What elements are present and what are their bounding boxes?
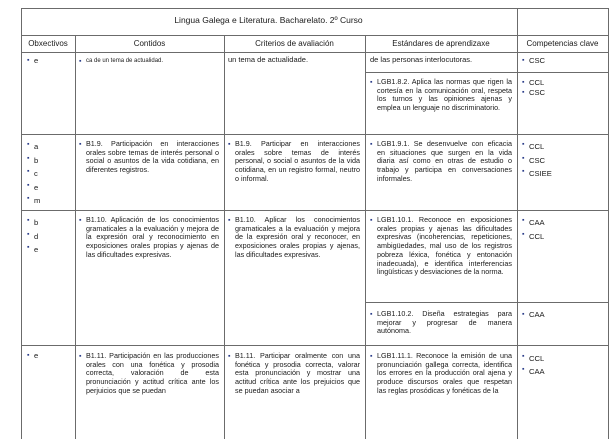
bullet-icon: ▪: [228, 217, 231, 224]
objetivo-item: d: [34, 231, 39, 241]
row-divider: [21, 345, 608, 346]
estandares-cell: [370, 352, 512, 396]
competencias-list: [522, 310, 604, 320]
bullet-icon: ▪: [27, 141, 30, 148]
competencia-item: CAA: [529, 310, 545, 319]
bullet-icon: ▪: [27, 154, 30, 162]
criterios-cell: [228, 56, 360, 65]
bullet-icon: ▪: [27, 352, 30, 359]
objetivo-item: e: [34, 351, 39, 360]
objetivos-list: [27, 56, 71, 66]
bullet-icon: ▪: [27, 195, 30, 202]
criterio-text: B1.9. Participar en interacciones orales sobre temas de interés personal, o social o asuntos de la vida cotidiana, en un registro formal, neutro o informal.: [235, 139, 360, 183]
bullet-icon: ▪: [79, 141, 82, 148]
contenidos-cell: [79, 216, 219, 260]
contenido-text: B1.10. Aplicación de los conocimientos gramaticales a la evaluación y mejora de la expresión oral y reconocimiento en exposiciones orales propias y ajenas de las dificultades expresivas.: [86, 215, 219, 259]
objetivo-item: c: [34, 169, 38, 178]
competencia-item: CCL: [529, 142, 545, 151]
row-divider: [365, 72, 608, 73]
table-border: [21, 8, 608, 9]
contenido-text: B1.11. Participación en las producciones orales con una fonética y prosodia correcta, valoración de esta pronunciación y actitud crítica ante los perjuicios que se puedan: [86, 351, 219, 395]
table-border: [608, 8, 609, 439]
estandares-cell: [370, 216, 512, 277]
criterios-cell: [228, 216, 360, 260]
bullet-icon: ▪: [27, 168, 30, 175]
contenidos-cell: [79, 352, 219, 396]
bullet-icon: ▪: [522, 79, 525, 86]
objetivo-item: e: [34, 56, 39, 65]
estandar-text: LGB1.11.1. Reconoce la emisión de una pronunciación gallega correcta, identifica los errores en la producción oral ajena y produce discursos orales que respetan las reglas prosódicas y fonéticas de la: [377, 351, 512, 395]
objetivo-item: m: [34, 196, 41, 205]
competencia-item: CAA: [529, 218, 545, 227]
bullet-icon: ▪: [27, 57, 30, 64]
row-divider: [21, 134, 608, 135]
contenidos-cell: [79, 140, 219, 175]
competencia-item: CSIEE: [529, 169, 552, 178]
objetivo-item: b: [34, 155, 39, 165]
bullet-icon: ▪: [79, 217, 82, 224]
bullet-icon: ▪: [79, 353, 82, 360]
criterio-text: B1.11. Participar oralmente con una fonética y prosodia correcta, valorar esta pronunciación y mostrar una actitud crítica ante los prejuicios que se puedan asociar a: [235, 351, 360, 395]
bullet-icon: ▪: [522, 311, 525, 318]
bullet-icon: ▪: [228, 353, 231, 360]
bullet-icon: ▪: [27, 230, 30, 238]
competencia-item: CCL: [529, 354, 545, 363]
header-objetivos: Obxectivos: [28, 39, 68, 48]
bullet-icon: ▪: [522, 154, 525, 162]
column-divider: [75, 35, 76, 439]
bullet-icon: ▪: [27, 217, 30, 224]
bullet-icon: ▪: [522, 217, 525, 224]
estandar-text: LGB1.9.1. Se desenvuelve con eficacia en situaciones que surgen en la vida diaria así como en otras de estudio o trabajo y participa en conversaciones informales.: [377, 139, 512, 183]
objetivos-list: [27, 351, 71, 361]
contenido-text: B1.9. Participación en interacciones orales sobre temas de interés personal o social o asuntos de la vida cotidiana, en diferentes registros.: [86, 139, 219, 175]
bullet-icon: ▪: [522, 141, 525, 148]
bullet-icon: ▪: [522, 366, 525, 373]
competencias-list: [522, 352, 604, 378]
bullet-icon: ▪: [370, 353, 373, 360]
bullet-icon: ▪: [522, 168, 525, 175]
objetivo-item: e: [34, 182, 39, 192]
objetivo-item: b: [34, 218, 39, 227]
estandares-cell: [370, 140, 512, 184]
table-border: [21, 8, 22, 439]
competencias-list: [522, 78, 604, 98]
row-divider: [365, 302, 608, 303]
column-divider: [365, 35, 366, 439]
bullet-icon: ▪: [27, 181, 30, 189]
competencias-list: [522, 216, 604, 243]
bullet-icon: ▪: [27, 244, 30, 251]
estandar-text: LGB1.10.1. Reconoce en exposiciones orales propias y ajenas las dificultades expresivas (incoherencias, repeticiones, ambigüedades, mal uso de los registros pobreza léxica, fonética y entonación inadecuada), e identifica interferencias lingüísticas y desviaciones de la norma.: [377, 215, 512, 277]
competencia-item: CAA: [529, 367, 545, 376]
contenido-text: ca de un tema de actualidad.: [86, 58, 164, 64]
table-title-cell: [21, 8, 610, 34]
bullet-icon: ▪: [522, 230, 525, 238]
criterios-cell: [228, 140, 360, 184]
competencia-item: CSC: [529, 88, 546, 97]
header-criterios: Criterios de avaliación: [255, 39, 334, 48]
row-divider: [21, 210, 608, 211]
column-divider: [224, 35, 225, 439]
estandar-text: LGB1.10.2. Diseña estrategias para mejorar y progresar de manera autónoma.: [377, 309, 512, 336]
competencia-item: CSC: [529, 56, 546, 65]
competencia-item: CCL: [529, 231, 545, 241]
competencias-list: [522, 56, 604, 66]
competencia-item: CSC: [529, 155, 546, 165]
objetivos-list: [27, 140, 71, 208]
bullet-icon: ▪: [522, 57, 525, 64]
objetivo-item: a: [34, 142, 39, 151]
header-competencias: Competencias clave: [526, 39, 599, 48]
header-contenidos: Contidos: [133, 39, 166, 48]
table-title: Lingua Galega e Literatura. Bacharelato. 2º Curso: [174, 15, 363, 25]
objetivo-item: e: [34, 245, 39, 254]
criterios-cell: [228, 352, 360, 396]
table-border: [21, 35, 608, 36]
bullet-icon: ▪: [522, 89, 525, 96]
competencias-list: [522, 140, 604, 181]
estandar-text: de las personas interlocutoras.: [370, 55, 473, 64]
criterio-text: B1.10. Aplicar los conocimientos gramaticales a la evaluación y mejora de la expresión oral y reconocer, en exposiciones orales propias y ajenas, las dificultades expresivas.: [235, 215, 360, 259]
estandares-cell: [370, 310, 512, 336]
bullet-icon: ▪: [370, 141, 373, 148]
estandares-cell: [370, 56, 512, 65]
objetivos-list: [27, 216, 71, 257]
column-divider: [517, 8, 518, 439]
bullet-icon: ▪: [370, 79, 373, 86]
header-estandares: Estándares de aprendizaxe: [392, 39, 490, 48]
estandar-text: LGB1.8.2. Aplica las normas que rigen la cortesía en la comunicación oral, respeta los turnos y las opiniones ajenas y emplea un lenguaje no discriminatorio.: [377, 77, 512, 113]
bullet-icon: ▪: [79, 58, 82, 65]
bullet-icon: ▪: [228, 141, 231, 148]
bullet-icon: ▪: [370, 217, 373, 224]
criterio-text: un tema de actualidade.: [228, 55, 309, 64]
competencia-item: CCL: [529, 78, 545, 87]
contenidos-cell: [79, 57, 219, 66]
bullet-icon: ▪: [522, 353, 525, 360]
bullet-icon: ▪: [370, 311, 373, 318]
estandares-cell: [370, 78, 512, 113]
